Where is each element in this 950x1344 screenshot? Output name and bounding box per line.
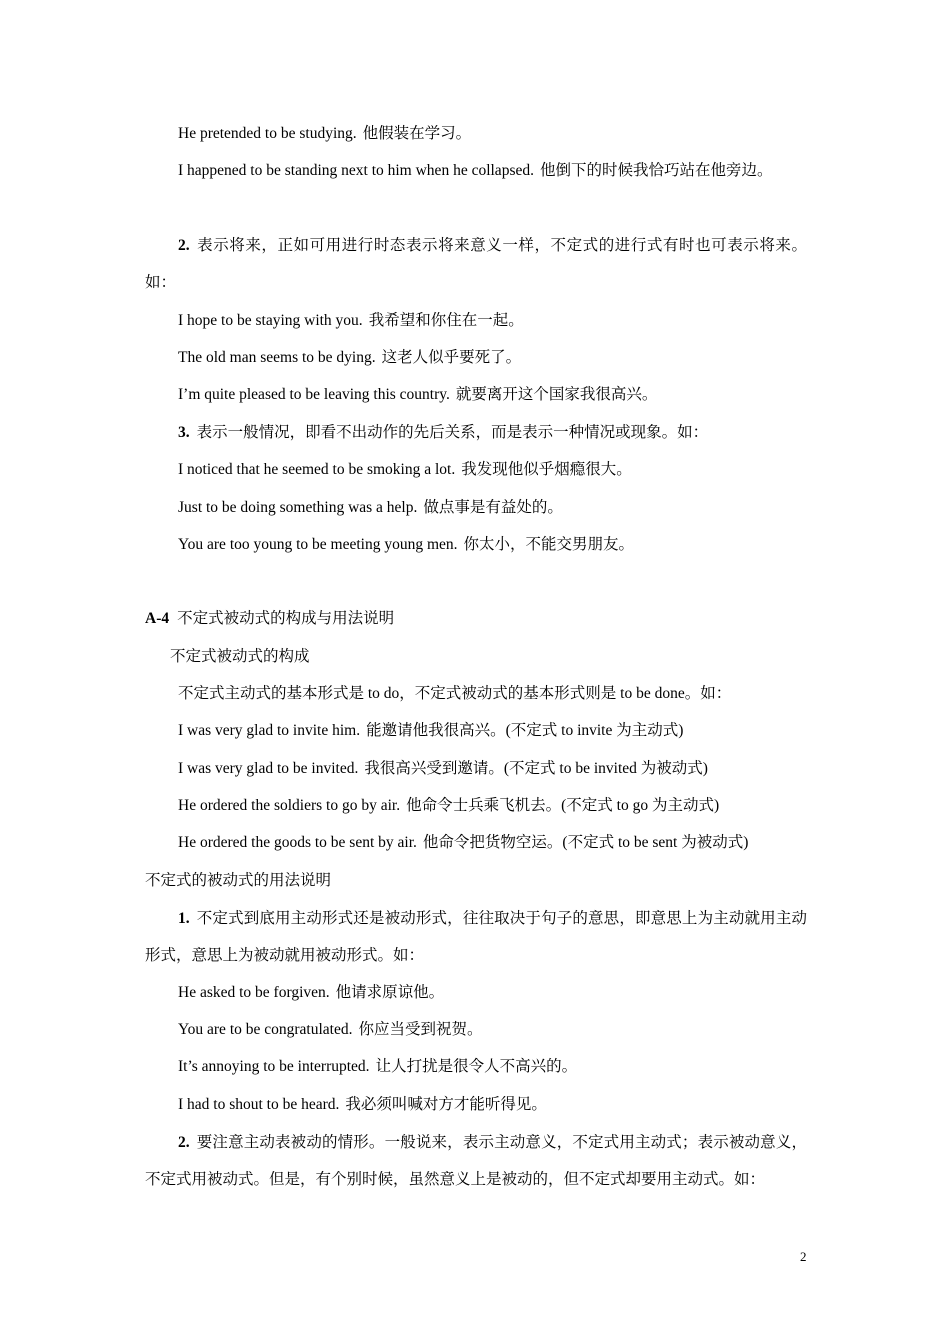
- point-text: 表示一般情况，即看不出动作的先后关系，而是表示一种情况或现象。如：: [196, 424, 709, 441]
- example-sentence: [178, 535, 634, 555]
- example-sentence: [178, 1020, 483, 1040]
- numbered-point: [178, 423, 708, 443]
- chinese-translation: 他命令把货物空运。(不定式 to be sent 为被动式): [422, 834, 749, 851]
- english-text: He pretended to be studying.: [178, 125, 357, 142]
- english-text: He ordered the goods to be sent by air.: [178, 834, 417, 851]
- english-text: I noticed that he seemed to be smoking a lot.: [178, 461, 456, 478]
- chinese-translation: 他假装在学习。: [362, 125, 472, 142]
- point-text: 要注意主动表被动的情形。一般说来，表示主动意义，不定式用主动式；表示被动意义，不定式用被动式。但是，有个别时候，虽然意义上是被动的，但不定式却要用主动式。如：: [145, 1134, 807, 1188]
- paragraph: [178, 684, 731, 704]
- subsection-heading: [145, 871, 331, 891]
- example-sentence: [178, 385, 657, 405]
- chinese-translation: 做点事是有益处的。: [423, 499, 563, 516]
- chinese-translation: 这老人似乎要死了。: [381, 349, 522, 366]
- numbered-point: [145, 900, 807, 974]
- english-text: He asked to be forgiven.: [178, 984, 330, 1001]
- point-text: 表示将来，正如可用进行时态表示将来意义一样，不定式的进行式有时也可表示将来。如：: [145, 237, 807, 291]
- point-number: 3.: [178, 424, 190, 441]
- example-sentence: [178, 983, 444, 1003]
- paragraph-text: 不定式主动式的基本形式是 to do，不定式被动式的基本形式则是 to be done。如：: [178, 685, 732, 702]
- english-text: Just to be doing something was a help.: [178, 499, 418, 516]
- chinese-translation: 让人打扰是很令人不高兴的。: [375, 1058, 578, 1075]
- chinese-translation: 他命令士兵乘飞机去。(不定式 to go 为主动式): [406, 797, 720, 814]
- english-text: I hope to be staying with you.: [178, 312, 363, 329]
- example-sentence: [178, 759, 708, 779]
- chinese-translation: 我希望和你住在一起。: [368, 312, 524, 329]
- chinese-translation: 我发现他似乎烟瘾很大。: [461, 461, 632, 478]
- example-sentence: [178, 311, 524, 331]
- english-text: The old man seems to be dying.: [178, 349, 376, 366]
- chinese-translation: 我必须叫喊对方才能听得见。: [345, 1096, 547, 1113]
- point-text: 不定式到底用主动形式还是被动形式，往往取决于句子的意思，即意思上为主动就用主动形式，意思上为被动就用被动形式。如：: [145, 910, 807, 964]
- example-sentence: [178, 460, 632, 480]
- numbered-point: [145, 1124, 807, 1198]
- english-text: You are to be congratulated.: [178, 1021, 353, 1038]
- numbered-point: [145, 227, 807, 301]
- section-heading: [145, 609, 394, 629]
- page-number: 2: [800, 1249, 807, 1264]
- chinese-translation: 能邀请他我很高兴。(不定式 to invite 为主动式): [366, 722, 684, 739]
- chinese-translation: 就要离开这个国家我很高兴。: [455, 386, 658, 403]
- english-text: He ordered the soldiers to go by air.: [178, 797, 401, 814]
- section-id: A-4: [145, 610, 170, 627]
- point-number: 2.: [178, 1134, 190, 1151]
- subsection-title: 不定式被动式的构成: [170, 648, 310, 665]
- example-sentence: [145, 152, 807, 189]
- example-sentence: [178, 721, 683, 741]
- example-sentence: [178, 796, 719, 816]
- example-sentence: [178, 348, 521, 368]
- point-number: 1.: [178, 910, 190, 927]
- example-sentence: [178, 498, 563, 518]
- section-title: 不定式被动式的构成与用法说明: [177, 610, 395, 627]
- english-text: You are too young to be meeting young men.: [178, 536, 458, 553]
- chinese-translation: 他请求原谅他。: [335, 984, 445, 1001]
- example-sentence: [178, 124, 471, 144]
- english-text: I was very glad to be invited.: [178, 760, 359, 777]
- chinese-translation: 你应当受到祝贺。: [358, 1021, 483, 1038]
- chinese-translation: 他倒下的时候我恰巧站在他旁边。: [539, 162, 773, 179]
- example-sentence: [178, 1057, 577, 1077]
- english-text: I had to shout to be heard.: [178, 1096, 340, 1113]
- chinese-translation: 你太小，不能交男朋友。: [463, 536, 635, 553]
- english-text: I happened to be standing next to him when he collapsed.: [178, 162, 534, 179]
- chinese-translation: 我很高兴受到邀请。(不定式 to be invited 为被动式): [364, 760, 708, 777]
- english-text: It’s annoying to be interrupted.: [178, 1058, 370, 1075]
- subsection-title: 不定式的被动式的用法说明: [145, 872, 332, 889]
- point-number: 2.: [178, 237, 190, 254]
- english-text: I was very glad to invite him.: [178, 722, 361, 739]
- english-text: I’m quite pleased to be leaving this country.: [178, 386, 450, 403]
- example-sentence: [178, 1095, 547, 1115]
- example-sentence: [178, 833, 748, 853]
- subsection-heading: [170, 647, 310, 667]
